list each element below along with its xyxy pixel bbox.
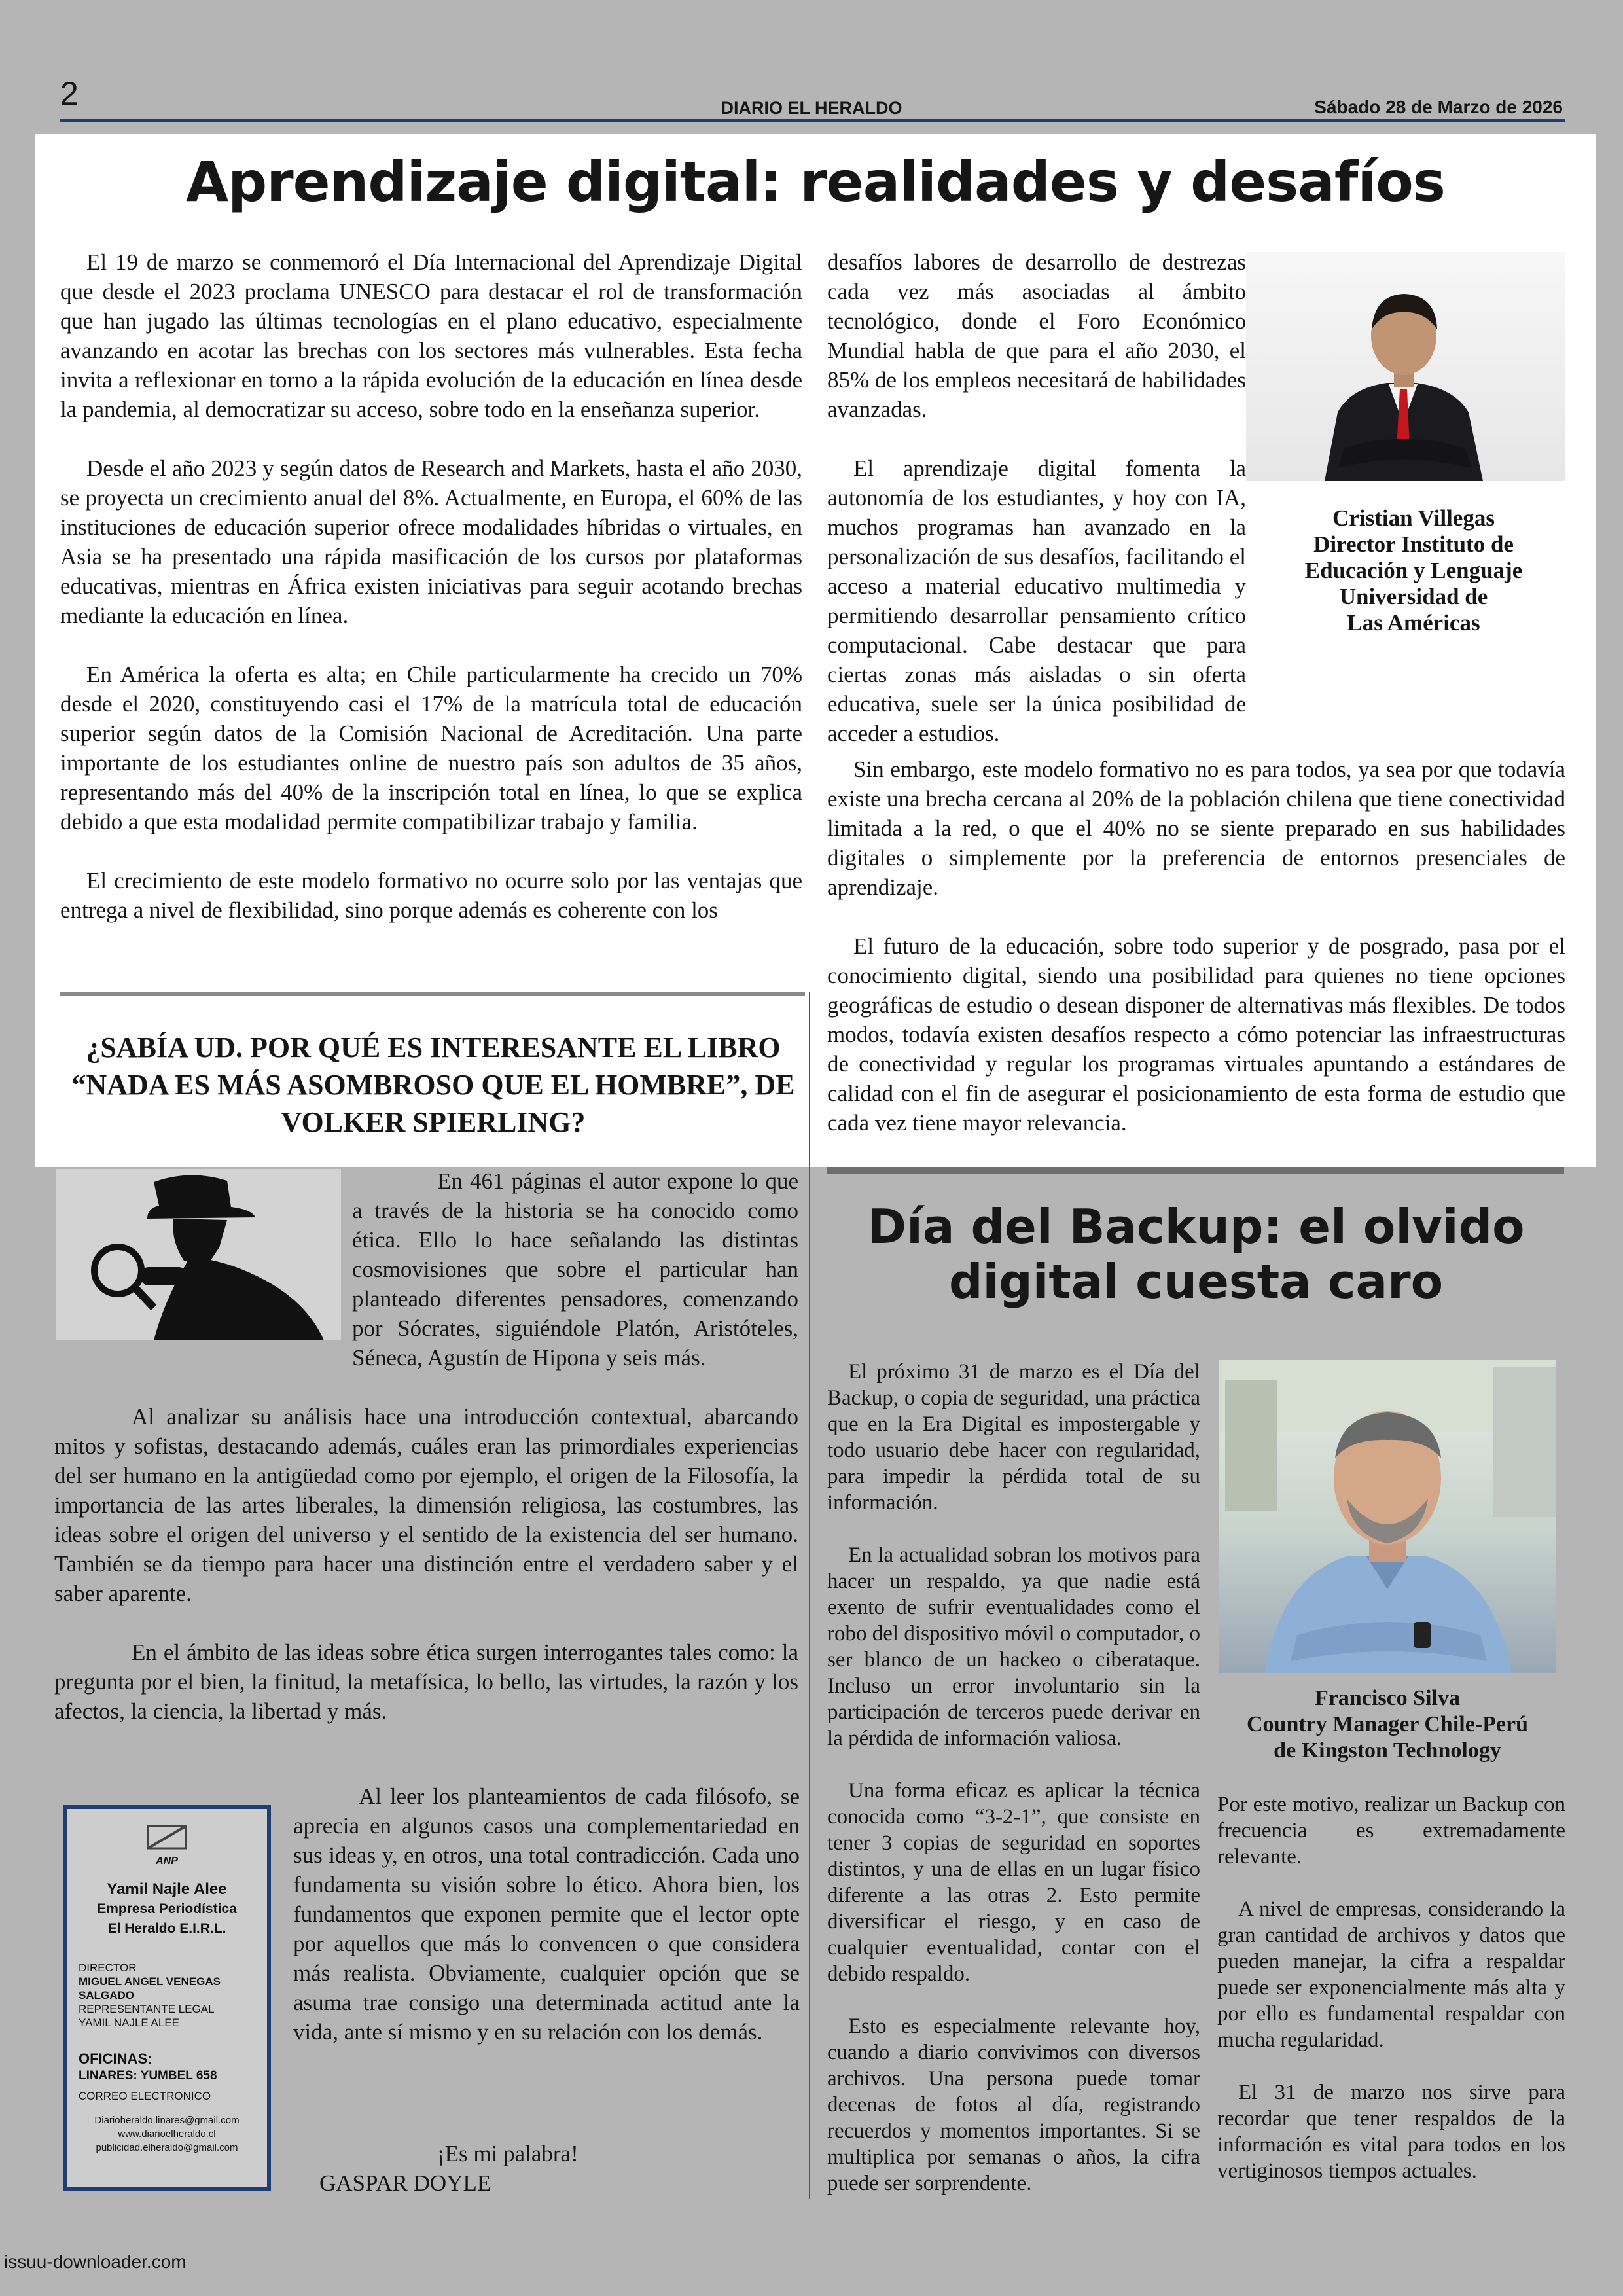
section-rule — [827, 1167, 1564, 1174]
portrait-figure-icon — [1246, 252, 1565, 481]
detective-illustration — [56, 1169, 341, 1340]
publisher-company: Empresa Periodística — [97, 1901, 237, 1916]
email-label: CORREO ELECTRONICO — [79, 2090, 211, 2102]
section-rule — [60, 992, 805, 996]
caption-line: Las Américas — [1347, 610, 1480, 636]
caption-line: Universidad de — [1339, 584, 1488, 609]
anp-logo — [79, 1822, 255, 1868]
rep-label: REPRESENTANTE LEGAL — [79, 2003, 215, 2015]
caption-line: de Kingston Technology — [1274, 1738, 1501, 1763]
anp-logo-text: ANP — [156, 1856, 178, 1867]
author-name: GASPAR DOYLE — [319, 2170, 491, 2196]
sign-off: ¡Es mi palabra! — [437, 2141, 579, 2166]
paragraph: El próximo 31 de marzo es el Día del Backup, o copia de seguridad, una práctica que en la Era Digital es impostergable y todo usuario debe hacer con regularidad, para impedir la pérdida total de su información. — [827, 1360, 1200, 1515]
paragraph: Esto es especialmente relevante hoy, cuando a diario convivimos con diversos archivos. Una persona puede tomar decenas de fotos al día, registrando recuerdos y momentos importantes. Si se multiplica por semanas o años, la cifra puede ser sorprendente. — [827, 2015, 1200, 2195]
paragraph: En América la oferta es alta; en Chile particularmente ha crecido un 70% desde el 2020, constituyendo casi el 17% de la matrícula total de educación superior según datos de la Comisión Nacional de Acreditación. Una parte importante de los estudiantes online de nuestro país son adultos de 35 años, representando más del 40% de la inscripción total en línea, lo que se explica debido a que esta modalidad permite compatibilizar trabajo y familia. — [60, 662, 802, 834]
paragraph: El futuro de la educación, sobre todo superior y de posgrado, pasa por el conocimiento digital, siendo una posibilidad para quienes no tiene opciones geográficas de estudio o desean disponer de alternativas más flexibles. De todos modos, todavía existen desafíos respecto a cómo potenciar las infraestructuras de conectividad y regular los programas virtuales apuntando a estándares de calidad con el fin de asegurar el posicionamiento de esta forma de estudio que cada vez tiene mayor relevancia. — [827, 933, 1565, 1136]
book-article-title: ¿SABÍA UD. POR QUÉ ES INTERESANTE EL LIBRO “NADA ES MÁS ASOMBROSO QUE EL HOMBRE”, DE VOLKER SPIERLING? — [71, 1031, 795, 1138]
book-intro — [352, 1166, 798, 1372]
caption-line: Director Instituto de — [1313, 531, 1514, 557]
page-number: 2 — [60, 75, 79, 112]
caption-name: Cristian Villegas — [1332, 505, 1495, 531]
caption-line: Country Manager Chile-Perú — [1247, 1712, 1528, 1736]
paragraph: En el ámbito de las ideas sobre ética surgen interrogantes tales como: la pregunta por el bien, la finitud, la metafísica, lo bello, las virtudes, la razón y los afectos, la ciencia, la libertad y más. — [54, 1640, 798, 1724]
caption-line: Educación y Lenguaje — [1304, 558, 1523, 583]
article-right-column-bottom — [827, 755, 1565, 1138]
column-separator — [809, 992, 810, 2199]
director-label: DIRECTOR — [79, 1962, 137, 1974]
paragraph: Al leer los planteamientos de cada filósofo, se aprecia en algunos casos una complementariedad en sus ideas y, en otros, una total contradicción. Cada uno fundamenta su visión sobre lo ético. Ahora bien, los fundamentos que exponen permite que el lector opte por aquellos que más lo convencen o que considera más realista. Obviamente, cualquier opción que se asuma trae consigo una determinada actitud ante la vida, ante sí mismo y en su relación con los demás. — [293, 1784, 800, 2045]
paragraph: A nivel de empresas, considerando la gran cantidad de archivos y datos que pueden manejar, la cifra a respaldar puede ser exponencialmente más alta y por ello es fundamental respaldar con mucha regularidad. — [1217, 1897, 1565, 2052]
portrait-cristian-villegas — [1246, 252, 1565, 481]
paragraph: Desde el año 2023 y según datos de Research and Markets, hasta el año 2030, se proyecta un crecimiento anual del 8%. Actualmente, en Europa, el 60% de las instituciones de educación superior ofrece modalidades híbridas o virtuales, en Asia se ha presentado una rápida masificación de los cursos por plataformas educativas, mientras en África existen iniciativas para seguir acotando brechas mediante la educación en línea. — [60, 456, 802, 628]
newspaper-name: DIARIO EL HERALDO — [721, 98, 902, 118]
backup-article-title: Día del Backup: el olvido digital cuesta caro — [867, 1199, 1525, 1309]
watermark: issuu-downloader.com — [4, 2251, 187, 2272]
website: www.diarioelheraldo.cl — [118, 2128, 216, 2140]
article-right-column-top — [827, 247, 1246, 748]
anp-logo-icon — [144, 1822, 190, 1851]
publisher-company: El Heraldo E.I.R.L. — [107, 1921, 226, 1936]
paragraph: En 461 páginas el autor expone lo que a través de la historia se ha conocido como ética. Ello lo hace señalando las distintas cosmovisiones que sobre el particular han planteado diferentes pensadores, comenzando por Sócrates, siguiéndole Platón, Aristóteles, Séneca, Agustín de Hipona y seis más. — [352, 1168, 798, 1371]
book-closing — [293, 1782, 800, 2047]
paragraph: El aprendizaje digital fomenta la autonomía de los estudiantes, y hoy con IA, muchos programas han avanzado en la personalización de sus desafíos, facilitando el acceso a material educativo multimedia y permitiendo desarrollar pensamiento crítico computacional. Cabe destacar que para ciertas zonas más aisladas o sin oferta educativa, suele ser la única posibilidad de acceder a estudios. — [827, 456, 1246, 746]
backup-column-2 — [1217, 1791, 1565, 2184]
rep-name: YAMIL NAJLE ALEE — [79, 2017, 180, 2029]
caption-name: Francisco Silva — [1315, 1686, 1460, 1710]
paragraph: El 19 de marzo se conmemoró el Día Internacional del Aprendizaje Digital que desde el 2023 proclama UNESCO para destacar el rol de transformación que han jugado las últimas tecnologías en el plano educativo, especialmente avanzando en acotar las brechas con los sectores más vulnerables. Esta fecha invita a reflexionar en torno a la rápida evolución de la educación en línea desde la pandemia, al democratizar su acceso, sobre todo en la enseñanza superior. — [60, 249, 802, 422]
paragraph: El crecimiento de este modelo formativo no ocurre solo por las ventajas que entrega a nivel de flexibilidad, sino porque además es coherente con los — [60, 868, 802, 923]
article-left-column — [60, 247, 802, 925]
paragraph: Al analizar su análisis hace una introducción contextual, abarcando mitos y sofistas, destacando además, cuáles eran las primordiales experiencias del ser humano en la antigüedad como por ejemplo, el origen de la Filosofía, la importancia de las artes liberales, la dimensión religiosa, las costumbres, las ideas sobre el origen del universo y el sentido de la existencia del ser humano. También se da tiempo para hacer una distinción entre el verdadero saber y el saber aparente. — [54, 1404, 798, 1606]
publisher-box — [63, 1805, 271, 2191]
paragraph: Por este motivo, realizar un Backup con frecuencia es extremadamente relevante. — [1217, 1793, 1565, 1869]
portrait-figure-icon — [1219, 1360, 1556, 1673]
article-title: Aprendizaje digital: realidades y desafíos — [186, 150, 1445, 214]
backup-column-1 — [827, 1359, 1200, 2197]
offices-label: OFICINAS: — [79, 2051, 152, 2067]
detective-magnifier-icon — [56, 1169, 341, 1340]
paragraph: En la actualidad sobran los motivos para hacer un respaldo, ya que nadie está exento de sufrir eventualidades como el robo del dispositivo móvil o computador, o ser blanco de un hackeo o ciberataque. Incluso un error involuntario sin la participación de terceros puede derivar en la pérdida de información valiosa. — [827, 1543, 1200, 1750]
paragraph: Sin embargo, este modelo formativo no es para todos, ya sea por que todavía existe una brecha cercana al 20% de la población chilena que tiene conectividad limitada a la red, o que el 40% no se siente preparado en sus habilidades digitales o simplemente por la preferencia de entornos presenciales de aprendizaje. — [827, 757, 1565, 900]
portrait-francisco-silva — [1219, 1360, 1556, 1673]
paragraph: Una forma eficaz es aplicar la técnica conocida como “3-2-1”, que consiste en tener 3 copias de seguridad en soportes distintos, y una de ellas en un lugar físico diferente a las otras 2. Esto permite diversificar el riesgo, y en caso de cualquier eventualidad, contar con el debido respaldo. — [827, 1779, 1200, 1986]
book-body — [54, 1402, 798, 1726]
paragraph: El 31 de marzo nos sirve para recordar que tener respaldos de la información es vital para todos en los vertiginosos tiempos actuales. — [1217, 2081, 1565, 2183]
publisher-name: Yamil Najle Alee — [107, 1880, 227, 1898]
header-rule — [60, 119, 1565, 122]
email-ads: publicidad.elheraldo@gmail.com — [96, 2142, 238, 2153]
email-contact: Diarioheraldo.linares@gmail.com — [94, 2115, 240, 2126]
caption-silva — [1217, 1685, 1558, 1764]
offices-address: LINARES: YUMBEL 658 — [79, 2069, 217, 2083]
caption-villegas — [1257, 505, 1571, 636]
issue-date: Sábado 28 de Marzo de 2026 — [1314, 97, 1563, 117]
director-name: MIGUEL ANGEL VENEGAS SALGADO — [79, 1975, 221, 2001]
paragraph: desafíos labores de desarrollo de destrezas cada vez más asociadas al ámbito tecnológico, donde el Foro Económico Mundial habla de que para el año 2030, el 85% de los empleos necesitará de habilidades avanzadas. — [827, 249, 1246, 422]
